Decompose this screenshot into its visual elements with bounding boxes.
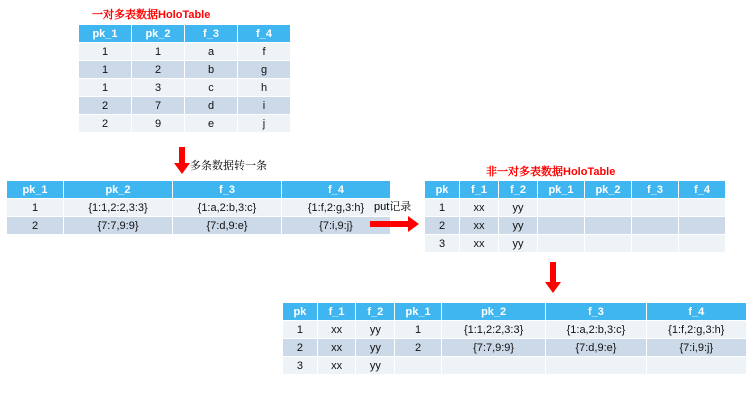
- table-merged-result: [282, 302, 747, 375]
- cell: g: [238, 61, 291, 79]
- table-row: [79, 79, 291, 97]
- table-aggregated: [6, 180, 391, 235]
- column-header: f_2: [356, 303, 395, 321]
- cell: 1: [79, 61, 132, 79]
- table-row: [425, 217, 726, 235]
- column-header: f_1: [460, 181, 499, 199]
- cell: j: [238, 115, 291, 133]
- cell: [395, 357, 442, 375]
- cell: [585, 235, 632, 253]
- table-row: [283, 357, 747, 375]
- cell: xx: [317, 357, 356, 375]
- column-header: pk_2: [585, 181, 632, 199]
- cell: 3: [425, 235, 460, 253]
- cell: 2: [395, 339, 442, 357]
- table-row: [7, 199, 391, 217]
- cell: {1:1,2:2,3:3}: [64, 199, 173, 217]
- cell: 2: [283, 339, 318, 357]
- arrow-right-put-record: [370, 216, 419, 232]
- cell: {7:7,9:9}: [64, 217, 173, 235]
- table-header-row: [7, 181, 391, 199]
- cell: 1: [79, 79, 132, 97]
- cell: 1: [425, 199, 460, 217]
- column-header: f_4: [282, 181, 391, 199]
- table-non-one-to-many: [424, 180, 726, 253]
- column-header: f_3: [546, 303, 646, 321]
- cell: [632, 235, 679, 253]
- cell: 7: [132, 97, 185, 115]
- cell: xx: [460, 235, 499, 253]
- cell: [646, 357, 746, 375]
- cell: i: [238, 97, 291, 115]
- column-header: pk_2: [64, 181, 173, 199]
- cell: [679, 217, 726, 235]
- cell: [585, 217, 632, 235]
- cell: {1:f,2:g,3:h}: [646, 321, 746, 339]
- cell: 1: [283, 321, 318, 339]
- cell: [632, 217, 679, 235]
- cell: yy: [499, 199, 538, 217]
- cell: [679, 199, 726, 217]
- cell: yy: [356, 339, 395, 357]
- cell: [538, 217, 585, 235]
- cell: {7:i,9:j}: [282, 217, 391, 235]
- cell: 1: [7, 199, 64, 217]
- cell: 2: [7, 217, 64, 235]
- table-row: [79, 43, 291, 61]
- cell: {1:a,2:b,3:c}: [546, 321, 646, 339]
- column-header: f_1: [317, 303, 356, 321]
- column-header: pk: [425, 181, 460, 199]
- cell: {1:f,2:g,3:h}: [282, 199, 391, 217]
- cell: 1: [395, 321, 442, 339]
- column-header: f_4: [646, 303, 746, 321]
- cell: e: [185, 115, 238, 133]
- column-header: pk_1: [538, 181, 585, 199]
- cell: {1:a,2:b,3:c}: [173, 199, 282, 217]
- table-row: [79, 61, 291, 79]
- column-header: f_3: [173, 181, 282, 199]
- table-row: [7, 217, 391, 235]
- table-title-one-to-many-source: 一对多表数据HoloTable: [92, 9, 211, 21]
- column-header: pk_1: [79, 25, 132, 43]
- cell: {7:i,9:j}: [646, 339, 746, 357]
- cell: f: [238, 43, 291, 61]
- table-header-row: [283, 303, 747, 321]
- cell: xx: [460, 199, 499, 217]
- cell: {7:d,9:e}: [546, 339, 646, 357]
- cell: 2: [425, 217, 460, 235]
- cell: yy: [356, 321, 395, 339]
- column-header: f_3: [185, 25, 238, 43]
- cell: {1:1,2:2,3:3}: [441, 321, 545, 339]
- cell: a: [185, 43, 238, 61]
- column-header: f_4: [238, 25, 291, 43]
- cell: d: [185, 97, 238, 115]
- cell: xx: [317, 339, 356, 357]
- cell: [585, 199, 632, 217]
- cell: 2: [79, 97, 132, 115]
- table-one-to-many-source: [78, 24, 291, 133]
- column-header: pk_1: [395, 303, 442, 321]
- cell: {7:d,9:e}: [173, 217, 282, 235]
- cell: 2: [132, 61, 185, 79]
- annotation-put-record: put记录: [374, 201, 412, 213]
- cell: [538, 199, 585, 217]
- cell: h: [238, 79, 291, 97]
- table-row: [425, 199, 726, 217]
- cell: 1: [132, 43, 185, 61]
- table-row: [79, 97, 291, 115]
- cell: yy: [499, 235, 538, 253]
- column-header: f_3: [632, 181, 679, 199]
- table-header-row: [425, 181, 726, 199]
- column-header: pk_2: [441, 303, 545, 321]
- cell: [546, 357, 646, 375]
- arrow-down-aggregate: [174, 147, 190, 174]
- cell: [538, 235, 585, 253]
- column-header: f_4: [679, 181, 726, 199]
- table-row: [425, 235, 726, 253]
- table-row: [283, 321, 747, 339]
- cell: [679, 235, 726, 253]
- cell: [632, 199, 679, 217]
- column-header: pk: [283, 303, 318, 321]
- cell: xx: [317, 321, 356, 339]
- cell: [441, 357, 545, 375]
- cell: 3: [132, 79, 185, 97]
- arrow-down-merge: [545, 262, 561, 293]
- cell: 1: [79, 43, 132, 61]
- cell: b: [185, 61, 238, 79]
- cell: 9: [132, 115, 185, 133]
- cell: {7:7,9:9}: [441, 339, 545, 357]
- annotation-multi-to-one: 多条数据转一条: [190, 160, 267, 172]
- cell: yy: [356, 357, 395, 375]
- cell: c: [185, 79, 238, 97]
- cell: yy: [499, 217, 538, 235]
- table-row: [283, 339, 747, 357]
- cell: 3: [283, 357, 318, 375]
- column-header: f_2: [499, 181, 538, 199]
- column-header: pk_2: [132, 25, 185, 43]
- column-header: pk_1: [7, 181, 64, 199]
- cell: xx: [460, 217, 499, 235]
- table-title-non-one-to-many: 非一对多表数据HoloTable: [486, 166, 616, 178]
- cell: 2: [79, 115, 132, 133]
- table-row: [79, 115, 291, 133]
- table-header-row: [79, 25, 291, 43]
